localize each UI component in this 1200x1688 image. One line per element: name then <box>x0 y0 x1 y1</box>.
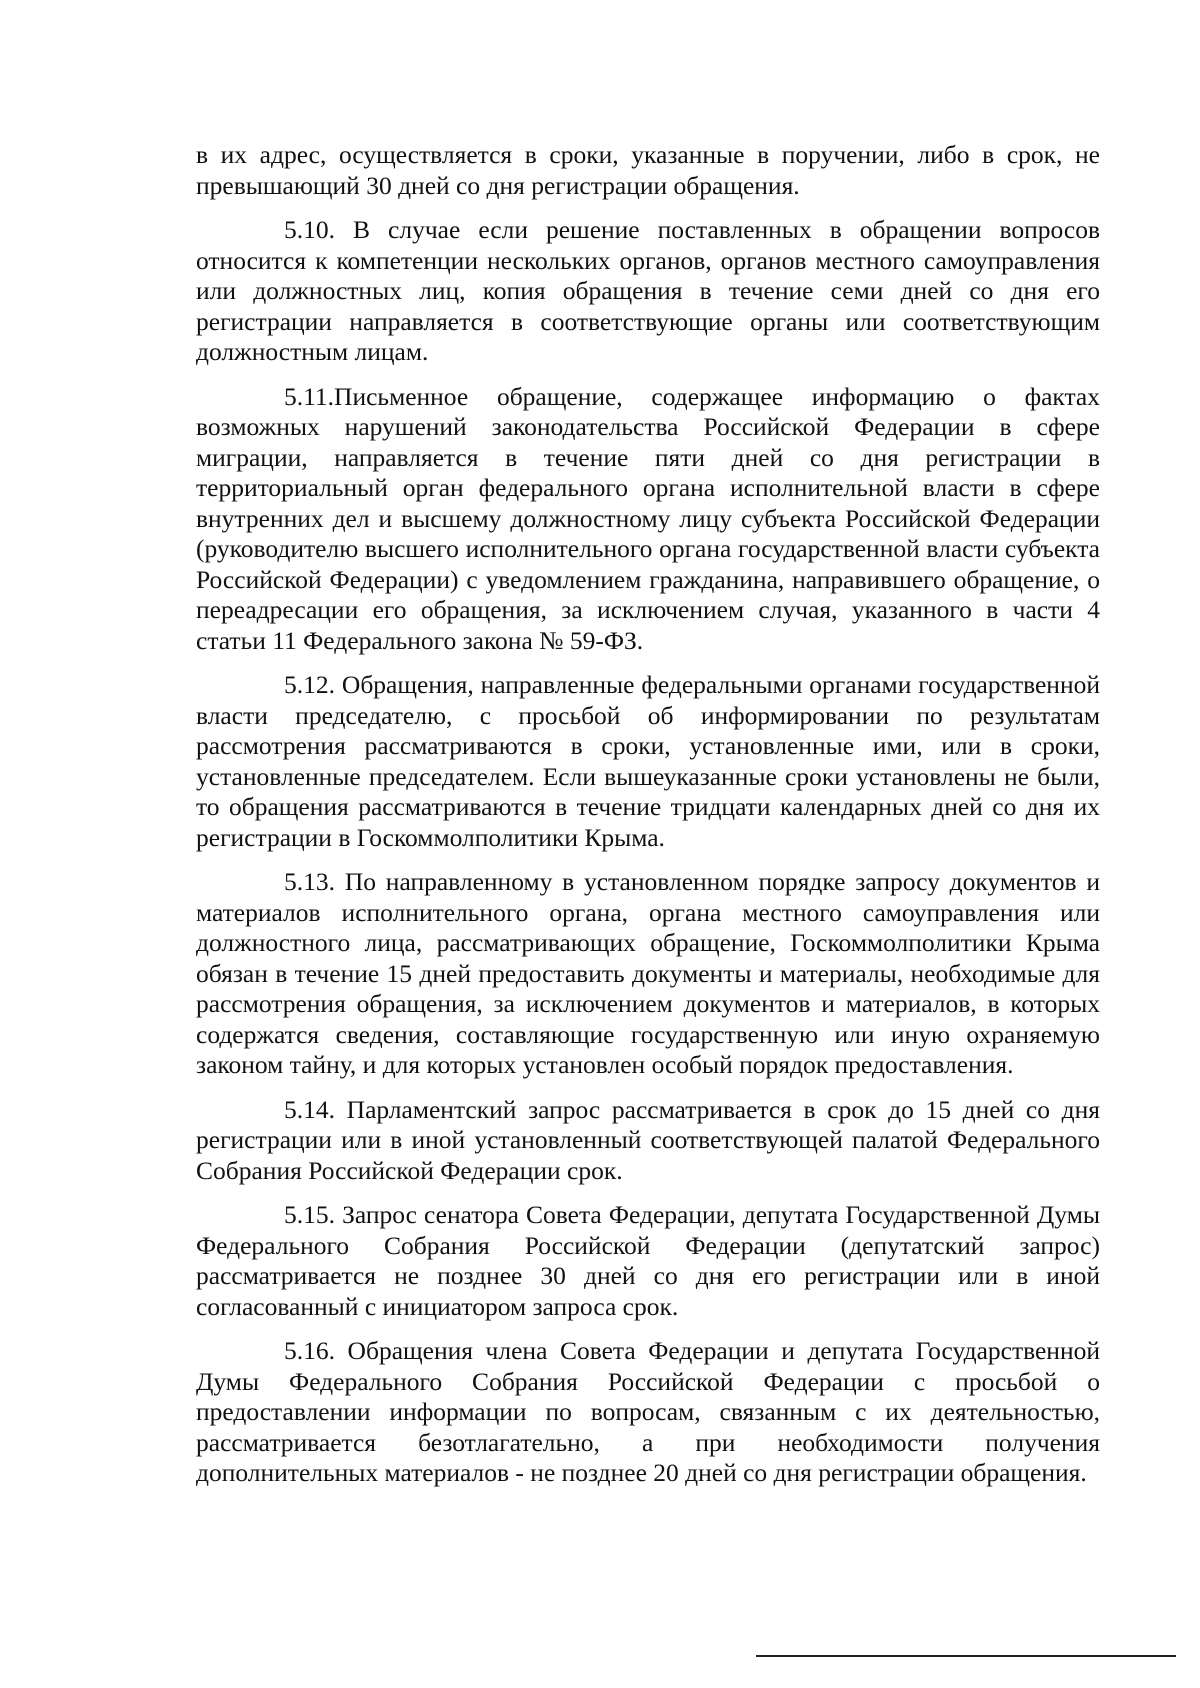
paragraph-5-15: 5.15. Запрос сенатора Совета Федерации, депутата Государственной Думы Федерального Собрания Российской Федерации (депутатский запрос) рассматривается не позднее 30 дней со дня его регистрации или в иной согласованный с инициатором запроса срок. <box>196 1200 1100 1321</box>
document-body <box>196 140 1100 1503</box>
paragraph-continuation: в их адрес, осуществляется в сроки, указанные в поручении, либо в срок, не превышающий 30 дней со дня регистрации обращения. <box>196 140 1100 200</box>
paragraph-5-14: 5.14. Парламентский запрос рассматривается в срок до 15 дней со дня регистрации или в иной установленный соответствующей палатой Федерального Собрания Российской Федерации срок. <box>196 1094 1100 1185</box>
paragraph-5-13: 5.13. По направленному в установленном порядке запросу документов и материалов исполнительного органа, органа местного самоуправления или должностного лица, рассматривающих обращение, Госкоммолполитики Крыма обязан в течение 15 дней предоставить документы и материалы, необходимые для рассмотрения обращения, за исключением документов и материалов, в которых содержатся сведения, составляющие государственную или иную охраняемую законом тайну, и для которых установлен особый порядок предоставления. <box>196 867 1100 1079</box>
paragraph-5-11: 5.11.Письменное обращение, содержащее информацию о фактах возможных нарушений законодательства Российской Федерации в сфере миграции, направляется в течение пяти дней со дня регистрации в территориальный орган федерального органа исполнительной власти в сфере внутренних дел и высшему должностному лицу субъекта Российской Федерации (руководителю высшего исполнительного органа государственной власти субъекта Российской Федерации) с уведомлением гражданина, направившего обращение, о переадресации его обращения, за исключением случая, указанного в части 4 статьи 11 Федерального закона № 59-ФЗ. <box>196 381 1100 655</box>
paragraph-5-10: 5.10. В случае если решение поставленных в обращении вопросов относится к компетенции нескольких органов, органов местного самоуправления или должностных лиц, копия обращения в течение семи дней со дня его регистрации направляется в соответствующие органы или соответствующим должностным лицам. <box>196 215 1100 366</box>
paragraph-5-12: 5.12. Обращения, направленные федеральными органами государственной власти председателю, с просьбой об информировании по результатам рассмотрения рассматриваются в сроки, установленные ими, или в сроки, установленные председателем. Если вышеуказанные сроки установлены не были, то обращения рассматриваются в течение тридцати календарных дней со дня их регистрации в Госкоммолполитики Крыма. <box>196 670 1100 852</box>
paragraph-5-16: 5.16. Обращения члена Совета Федерации и депутата Государственной Думы Федерального Собрания Российской Федерации с просьбой о предоставлении информации по вопросам, связанным с их деятельностью, рассматривается безотлагательно, а при необходимости получения дополнительных материалов - не позднее 20 дней со дня регистрации обращения. <box>196 1336 1100 1487</box>
footer-rule <box>756 1655 1176 1657</box>
